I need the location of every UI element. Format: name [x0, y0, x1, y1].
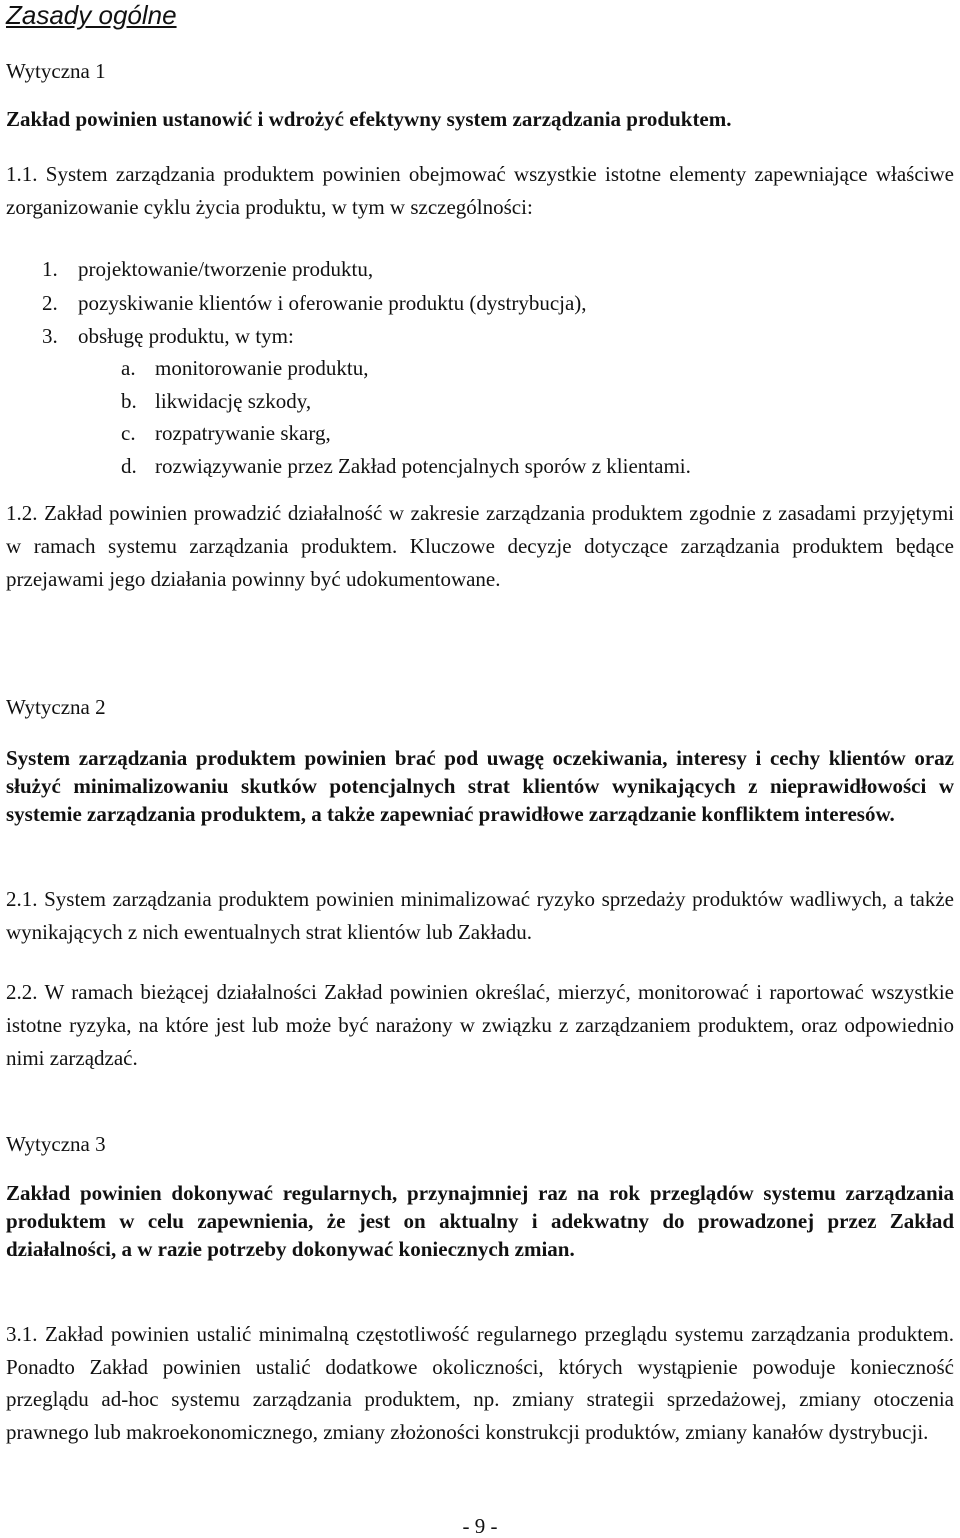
sublist-item	[121, 454, 691, 479]
guideline-2-paragraph-2: 2.2. W ramach bieżącej działalności Zakład powinien określać, mierzyć, monitorować i raportować wszystkie istotne ryzyka, na które jest lub może być narażony w związku z zarządzaniem produktem, oraz odpowiednio nimi zarządzać.	[6, 980, 954, 1070]
list-item	[42, 257, 373, 282]
guideline-1-paragraph-2: 1.2. Zakład powinien prowadzić działalność w zakresie zarządzania produktem zgodnie z zasadami przyjętymi w ramach systemu zarządzania produktem. Kluczowe decyzje dotyczące zarządzania produktem będące przejawami jego działania powinny być udokumentowane.	[6, 501, 954, 591]
guideline-2-statement: System zarządzania produktem powinien brać pod uwagę oczekiwania, interesy i cechy klientów oraz służyć minimalizowaniu skutków potencjalnych strat klientów wynikających z nieprawidłowości w systemie zarządzania produktem, a także zapewniać prawidłowe zarządzanie konfliktem interesów.	[6, 746, 954, 826]
list-item-number: 1.	[42, 257, 58, 281]
sublist-item-letter: c.	[121, 421, 136, 445]
list-item-text: projektowanie/tworzenie produktu,	[78, 257, 374, 281]
guideline-1-statement: Zakład powinien ustanowić i wdrożyć efektywny system zarządzania produktem.	[6, 107, 732, 131]
sublist-item-text: rozpatrywanie skarg,	[155, 421, 331, 445]
guideline-3-heading: Wytyczna 3	[6, 1132, 106, 1156]
sublist-item-text: rozwiązywanie przez Zakład potencjalnych sporów z klientami.	[155, 454, 691, 478]
list-item	[42, 324, 294, 349]
list-item-text: obsługę produktu, w tym:	[78, 324, 294, 348]
sublist-item-letter: d.	[121, 454, 137, 478]
section-title: Zasady ogólne	[6, 0, 177, 30]
sublist-item-text: likwidację szkody,	[155, 389, 312, 413]
guideline-3-paragraph-1: 3.1. Zakład powinien ustalić minimalną częstotliwość regularnego przeglądu systemu zarządzania produktem. Ponadto Zakład powinien ustalić dodatkowe okoliczności, których wystąpienie powoduje konieczność przeglądu ad-hoc systemu zarządzania produktem, np. zmiany strategii sprzedażowej, zmiany otoczenia prawnego lub makroekonomicznego, zmiany złożoności konstrukcji produktów, zmiany kanałów dystrybucji.	[6, 1322, 954, 1444]
guideline-1-paragraph-1: 1.1. System zarządzania produktem powinien obejmować wszystkie istotne elementy zapewniające właściwe zorganizowanie cyklu życia produktu, w tym w szczególności:	[6, 162, 954, 219]
sublist-item	[121, 356, 368, 381]
page-number: - 9 -	[462, 1514, 498, 1538]
guideline-2-heading: Wytyczna 2	[6, 695, 106, 719]
guideline-1-heading: Wytyczna 1	[6, 59, 106, 83]
sublist-item-text: monitorowanie produktu,	[155, 356, 369, 380]
sublist-item-letter: a.	[121, 356, 136, 380]
guideline-3-statement: Zakład powinien dokonywać regularnych, przynajmniej raz na rok przeglądów systemu zarządzania produktem w celu zapewnienia, że jest on aktualny i adekwatny do prowadzonej przez Zakład działalności, a w razie potrzeby dokonywać koniecznych zmian.	[6, 1181, 954, 1261]
sublist-item	[121, 389, 311, 414]
list-item-number: 3.	[42, 324, 58, 348]
sublist-item-letter: b.	[121, 389, 137, 413]
list-item	[42, 291, 587, 316]
list-item-text: pozyskiwanie klientów i oferowanie produktu (dystrybucja),	[78, 291, 587, 315]
list-item-number: 2.	[42, 291, 58, 315]
guideline-2-paragraph-1: 2.1. System zarządzania produktem powinien minimalizować ryzyko sprzedaży produktów wadliwych, a także wynikających z nich ewentualnych strat klientów lub Zakładu.	[6, 887, 954, 944]
sublist-item	[121, 421, 331, 446]
